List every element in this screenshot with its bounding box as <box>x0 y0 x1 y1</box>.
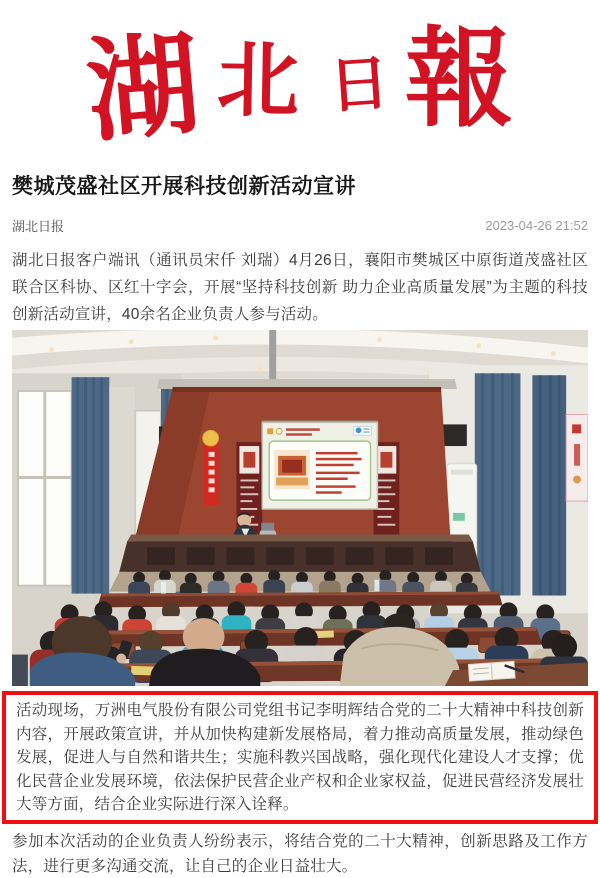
article-source: 湖北日报 <box>12 218 65 234</box>
logo-char: 北 <box>216 32 300 130</box>
masthead <box>0 0 600 164</box>
highlight-annotation-box <box>2 691 598 824</box>
newspaper-logo[interactable] <box>81 16 514 159</box>
article-meta <box>12 216 588 234</box>
logo-char: 報 <box>404 16 513 143</box>
article-paragraph-2: 活动现场，万洲电气股份有限公司党组书记李明辉结合党的二十大精神中科技创新内容，开展政策宣讲，并从加快构建新发展格局，着力推动高质量发展，推动绿色发展，促进人与自然和谐共生；实施科教兴国战略，强化现代化建设人才支撑；优化民营企业发展环境，依法保护民营企业产权和企业家权益，促进民营经济发展壮大等方面，结合企业实际进行深入诠释。 <box>16 702 584 813</box>
article-body <box>0 172 600 878</box>
article-datetime: 2023-04-26 21:52 <box>485 217 588 233</box>
logo-char: 湖 <box>81 18 205 159</box>
projector-pole <box>269 330 276 387</box>
article-title: 樊城茂盛社区开展科技创新活动宣讲 <box>12 175 356 198</box>
article-photo <box>12 330 588 686</box>
article-paragraph-3: 参加本次活动的企业负责人纷纷表示，将结合党的二十大精神，创新思路及工作方法，进行更多沟通交流，让自己的企业日益壮大。 <box>12 832 588 875</box>
article-paragraph-1: 湖北日报客户端讯（通讯员宋仟 刘瑞）4月26日，襄阳市樊城区中原街道茂盛社区联合区科协、区红十字会，开展“坚持科技创新 助力企业高质量发展”为主题的科技创新活动宣讲，40余名企业负责人参与活动。 <box>12 252 588 323</box>
logo-char: 日 <box>326 47 392 122</box>
projection-screen <box>262 420 377 509</box>
red-banner <box>203 430 219 505</box>
podium-desk <box>119 535 480 572</box>
